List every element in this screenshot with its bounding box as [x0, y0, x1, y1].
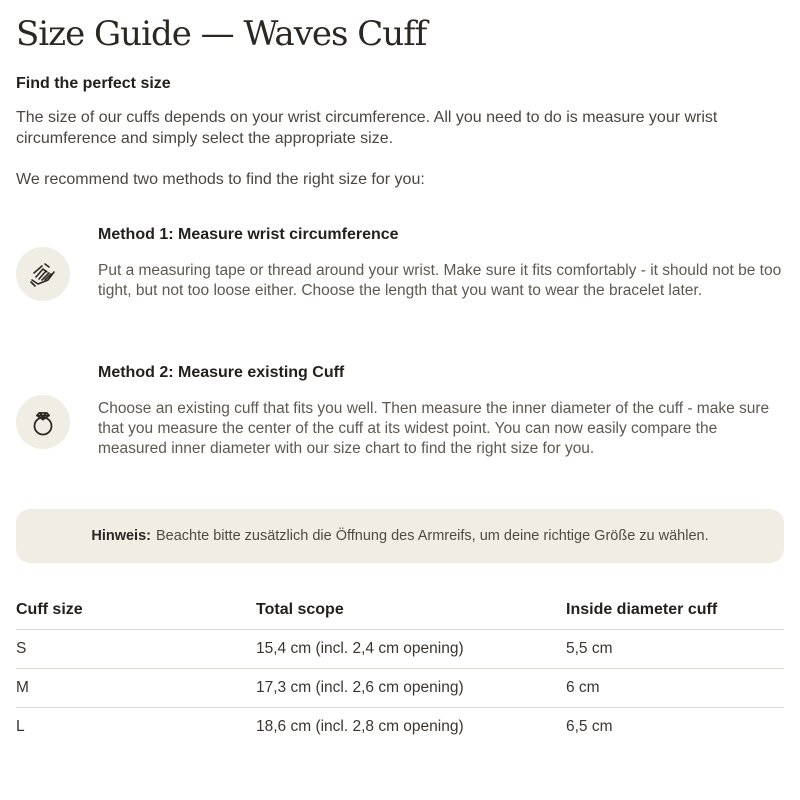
size-table	[16, 590, 784, 746]
table-header-cell: Cuff size	[16, 600, 83, 618]
method-2-description: Choose an existing cuff that fits you well. Then measure the inner diameter of the cuff - make sure that you measure the center of the cuff at its widest point. You can now easily compare the measured inner diameter with our size chart to find the right size for you.	[98, 400, 770, 457]
table-cell: 18,6 cm (incl. 2,8 cm opening)	[256, 718, 464, 735]
table-cell: 5,5 cm	[566, 640, 613, 657]
note-label: Hinweis:	[91, 528, 151, 544]
method-1-title: Method 1: Measure wrist circumference	[98, 226, 399, 243]
table-cell: S	[16, 640, 27, 657]
table-header-cell: Total scope	[256, 600, 344, 618]
table-row	[16, 669, 784, 708]
recommend-paragraph: We recommend two methods to find the right size for you:	[16, 171, 425, 188]
table-cell: 17,3 cm (incl. 2,6 cm opening)	[256, 679, 464, 696]
table-cell: 15,4 cm (incl. 2,4 cm opening)	[256, 640, 464, 657]
intro-paragraph: The size of our cuffs depends on your wrist circumference. All you need to do is measure your wrist circumference and simply select the appropriate size.	[16, 109, 718, 147]
table-cell: L	[16, 718, 25, 735]
section-subtitle: Find the perfect size	[16, 75, 171, 92]
method-1-description: Put a measuring tape or thread around your wrist. Make sure it fits comfortably - it should not be too tight, but not too loose either. Choose the length that you want to wear the bracelet later.	[98, 262, 782, 299]
table-cell: 6,5 cm	[566, 718, 613, 735]
table-row	[16, 630, 784, 669]
table-header-cell: Inside diameter cuff	[566, 600, 718, 618]
table-cell: M	[16, 679, 29, 696]
table-row	[16, 708, 784, 746]
note-text: Beachte bitte zusätzlich die Öffnung des Armreifs, um deine richtige Größe zu wählen.	[155, 528, 709, 544]
table-header-row	[16, 590, 784, 630]
note-box	[16, 509, 784, 563]
table-cell: 6 cm	[566, 679, 600, 696]
method-2-title: Method 2: Measure existing Cuff	[98, 364, 345, 381]
ring-icon	[16, 395, 70, 449]
hand-measure-icon	[16, 247, 70, 301]
page-title: Size Guide — Waves Cuff	[16, 14, 427, 54]
